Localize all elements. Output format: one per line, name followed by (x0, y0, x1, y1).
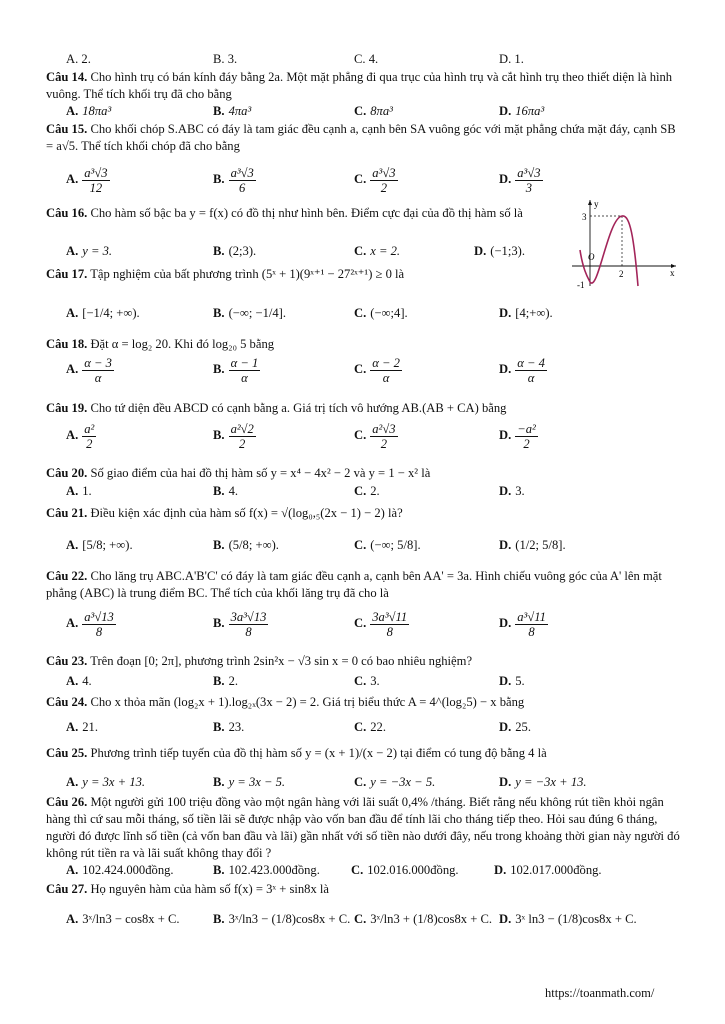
q15-opt-a: A. $\frac{\text{a³√3}}{12}$ (66, 166, 108, 195)
q20-opt-b: B. 4. (213, 484, 239, 498)
q18-opt-a: A. $\frac{\alpha - 3}{\alpha}$ (66, 356, 112, 385)
q14-opt-c: C. 8πa³ (354, 104, 393, 118)
q27-opt-a: A. 3ˣ/ln3 − cos8x + C. (66, 912, 180, 926)
q15-opt-b: B. $\frac{\text{a³√3}}{6}$ (213, 166, 254, 195)
q18-options (46, 356, 686, 392)
q19-opt-b: B. $\frac{\text{a²√2}}{2}$ (213, 422, 254, 451)
q24-opt-c: C. 22. (354, 720, 386, 734)
question-20: Câu 20. Số giao điểm của hai đồ thị hàm số y = x⁴ − 4x² − 2 và y = 1 − x² là (46, 466, 431, 480)
question-15: Câu 15. Cho khối chóp S.ABC có đáy là tam giác đều cạnh a, cạnh bên SA vuông góc với mặt phẳng chứa mặt đáy, cạnh SB = a√5. Thể tích khối chóp đã cho bằng (46, 122, 676, 153)
q14-opt-b: B. 4πa³ (213, 104, 252, 118)
q17-opt-b: B. (−∞; −1/4]. (213, 306, 287, 320)
question-14 (46, 69, 682, 103)
tick-2: 2 (619, 269, 624, 279)
q24-opt-d: D. 25. (499, 720, 531, 734)
q22-options (46, 610, 686, 646)
q19-opt-a: A. $\frac{\text{a²}}{2}$ (66, 422, 95, 451)
q16-opt-a: A. y = 3. (66, 244, 113, 258)
question-text: Họ nguyên hàm của hàm số f(x) = 3ˣ + sin8x là (90, 882, 329, 896)
q26-opt-a: A. 102.424.000đồng. (66, 863, 174, 877)
q13-options (46, 52, 686, 70)
question-22: Câu 22. Cho lăng trụ ABC.A'B'C' có đáy là tam giác đều cạnh a, cạnh bên AA' = 3a. Hình chiếu vuông góc của A' lên mặt phẳng (ABC) là trung điểm BC. Thể tích của khối lăng trụ đã cho là (46, 569, 662, 600)
question-21: Câu 21. Điều kiện xác định của hàm số f(x) = √(log₀,₅(2x − 1) − 2) là? (46, 506, 403, 520)
question-27: Câu 27. Họ nguyên hàm của hàm số f(x) = 3ˣ + sin8x là (46, 882, 329, 896)
x-label: x (670, 268, 675, 278)
q25-opt-c: C. y = −3x − 5. (354, 775, 436, 789)
q13-opt-d: D. 1. (499, 52, 524, 66)
curve (580, 216, 638, 286)
q27-opt-d: D. 3ˣ ln3 − (1/8)cos8x + C. (499, 912, 637, 926)
question-26: Câu 26. Một người gửi 100 triệu đồng vào một ngân hàng với lãi suất 0,4% /tháng. Biết rằng nếu không rút tiền khỏi ngân hàng thì cứ sau mỗi tháng, số tiền lãi sẽ được nhập vào vốn ban đầu để tính lãi cho tháng tiếp theo. Hỏi sau đúng 6 tháng, người đó được lĩnh số tiền (cả vốn ban đầu và lãi) gần nhất với số tiền nào dưới đây, nếu trong khoảng thời gian này người đó không rút tiền ra và lãi suất không thay đổi ? (46, 795, 680, 860)
question-text: Phương trình tiếp tuyến của đồ thị hàm số y = (x + 1)/(x − 2) tại điểm có tung độ bằng 4 là (90, 746, 547, 760)
q27-opt-c: C. 3ˣ/ln3 + (1/8)cos8x + C. (354, 912, 492, 926)
q26-options (46, 863, 686, 881)
q22-opt-c: C. $\frac{\text{3a³√11}}{8}$ (354, 610, 408, 639)
q26-opt-b: B. 102.423.000đồng. (213, 863, 320, 877)
q15-options (46, 164, 686, 200)
question-text: Số giao điểm của hai đồ thị hàm số y = x⁴ − 4x² − 2 và y = 1 − x² là (90, 466, 431, 480)
question-text: Cho khối chóp S.ABC có đáy là tam giác đều cạnh a, cạnh bên SA vuông góc với mặt phẳng chứa mặt đáy, cạnh SB = a√5. Thể tích khối chóp đã cho bằng (46, 122, 676, 153)
q16-opt-c: C. x = 2. (354, 244, 401, 258)
q24-options (46, 720, 686, 738)
question-17: Câu 17. Tập nghiệm của bất phương trình (5ˣ + 1)(9ˣ⁺¹ − 27²ˣ⁺¹) ≥ 0 là (46, 267, 405, 281)
q17-options (46, 306, 686, 324)
q13-opt-b: B. 3. (213, 52, 238, 66)
q20-options (46, 484, 686, 502)
q18-opt-c: C. $\frac{\alpha - 2}{\alpha}$ (354, 356, 400, 385)
origin-label: O (588, 252, 595, 262)
q14-opt-a: A. 18πa³ (66, 104, 112, 118)
question-text: Cho x thỏa mãn (log₂x + 1).log₂ₓ(3x − 2) = 2. Giá trị biểu thức A = 4^(log₂5) − x bằng (90, 695, 525, 709)
question-text: Cho hàm số bậc ba y = f(x) có đồ thị như hình bên. Điểm cực đại của đồ thị hàm số là (90, 206, 523, 220)
question-number: Câu 14. (46, 70, 88, 84)
question-16: Câu 16. Cho hàm số bậc ba y = f(x) có đồ thị như hình bên. Điểm cực đại của đồ thị hàm số là (46, 206, 523, 220)
q23-opt-b: B. 2. (213, 674, 239, 688)
q24-opt-b: B. 23. (213, 720, 245, 734)
question-text: Cho tứ diện đều ABCD có cạnh bằng a. Giá trị tích vô hướng AB.(AB + CA) bằng (90, 401, 507, 415)
question-text: Cho lăng trụ ABC.A'B'C' có đáy là tam giác đều cạnh a, cạnh bên AA' = 3a. Hình chiếu vuông góc của A' lên mặt phẳng (ABC) là trung điểm BC. Thể tích của khối lăng trụ đã cho là (46, 569, 662, 600)
q22-opt-b: B. $\frac{\text{3a³√13}}{8}$ (213, 610, 267, 639)
question-text: Một người gửi 100 triệu đồng vào một ngân hàng với lãi suất 0,4% /tháng. Biết rằng nếu không rút tiền khỏi ngân hàng thì cứ sau mỗi tháng, số tiền lãi sẽ được nhập vào vốn ban đầu để tính lãi cho tháng tiếp theo. Hỏi sau đúng 6 tháng, người đó được lĩnh số tiền (cả vốn ban đầu và lãi) gần nhất với số tiền nào dưới đây, nếu trong khoảng thời gian này người đó không rút tiền ra và lãi suất không thay đổi ? (46, 795, 680, 860)
q21-opt-b: B. (5/8; +∞). (213, 538, 279, 552)
q18-opt-b: B. $\frac{\alpha - 1}{\alpha}$ (213, 356, 259, 385)
q23-opt-c: C. 3. (354, 674, 380, 688)
q22-opt-d: D. $\frac{\text{a³√11}}{8}$ (499, 610, 546, 639)
q19-options (46, 422, 686, 458)
q23-opt-a: A. 4. (66, 674, 92, 688)
question-25: Câu 25. Phương trình tiếp tuyến của đồ thị hàm số y = (x + 1)/(x − 2) tại điểm có tung độ bằng 4 là (46, 746, 547, 760)
q13-opt-c: C. 4. (354, 52, 379, 66)
q17-opt-d: D. [4;+∞). (499, 306, 553, 320)
question-text: Điều kiện xác định của hàm số f(x) = √(log₀,₅(2x − 1) − 2) là? (90, 506, 403, 520)
q25-opt-a: A. y = 3x + 13. (66, 775, 146, 789)
cubic-function-graph (568, 198, 680, 288)
question-text: Trên đoạn [0; 2π], phương trình 2sin²x − √3 sin x = 0 có bao nhiêu nghiệm? (90, 654, 473, 668)
q18-opt-d: D. $\frac{\alpha - 4}{\alpha}$ (499, 356, 545, 385)
q25-options (46, 775, 686, 793)
q20-opt-c: C. 2. (354, 484, 380, 498)
q15-opt-c: C. $\frac{\text{a³√3}}{2}$ (354, 166, 396, 195)
question-text: Tập nghiệm của bất phương trình (5ˣ + 1)(9ˣ⁺¹ − 27²ˣ⁺¹) ≥ 0 là (90, 267, 405, 281)
question-text: Đặt α = log₂ 20. Khi đó log₂₀ 5 bằng (90, 337, 275, 351)
tick-neg1: -1 (577, 280, 585, 288)
tick-3: 3 (582, 212, 587, 222)
q27-options (46, 912, 686, 930)
q21-opt-c: C. (−∞; 5/8]. (354, 538, 421, 552)
q22-opt-a: A. $\frac{\text{a³√13}}{8}$ (66, 610, 114, 639)
q23-opt-d: D. 5. (499, 674, 525, 688)
q26-opt-d: D. 102.017.000đồng. (494, 863, 602, 877)
q14-options (46, 104, 686, 122)
q13-opt-a: A. 2. (66, 52, 91, 66)
question-text: Cho hình trụ có bán kính đáy bằng 2a. Một mặt phẳng đi qua trục của hình trụ và cắt hình trụ theo thiết diện là hình vuông. Thể tích khối trụ đã cho bằng (46, 70, 673, 101)
question-19: Câu 19. Cho tứ diện đều ABCD có cạnh bằng a. Giá trị tích vô hướng AB.(AB + CA) bằng (46, 401, 507, 415)
question-18: Câu 18. Đặt α = log₂ 20. Khi đó log₂₀ 5 bằng (46, 337, 275, 351)
q16-options (46, 244, 566, 262)
q15-opt-d: D. $\frac{\text{a³√3}}{3}$ (499, 166, 541, 195)
q17-opt-a: A. [−1/4; +∞). (66, 306, 140, 320)
q27-opt-b: B. 3ˣ/ln3 − (1/8)cos8x + C. (213, 912, 351, 926)
q20-opt-a: A. 1. (66, 484, 92, 498)
q21-opt-a: A. [5/8; +∞). (66, 538, 133, 552)
question-23: Câu 23. Trên đoạn [0; 2π], phương trình 2sin²x − √3 sin x = 0 có bao nhiêu nghiệm? (46, 654, 473, 668)
q14-opt-d: D. 16πa³ (499, 104, 545, 118)
y-label: y (594, 199, 599, 209)
q19-opt-c: C. $\frac{\text{a²√3}}{2}$ (354, 422, 396, 451)
q25-opt-d: D. y = −3x + 13. (499, 775, 587, 789)
q21-options (46, 538, 686, 556)
y-axis-arrow (588, 200, 592, 205)
q17-opt-c: C. (−∞;4]. (354, 306, 408, 320)
question-24: Câu 24. Cho x thỏa mãn (log₂x + 1).log₂ₓ(3x − 2) = 2. Giá trị biểu thức A = 4^(log₂5) − x bằng (46, 695, 525, 709)
footer-link[interactable]: https://toanmath.com/ (545, 986, 655, 1000)
q25-opt-b: B. y = 3x − 5. (213, 775, 286, 789)
q24-opt-a: A. 21. (66, 720, 98, 734)
q26-opt-c: C. 102.016.000đồng. (351, 863, 459, 877)
q21-opt-d: D. (1/2; 5/8]. (499, 538, 566, 552)
q19-opt-d: D. $\frac{\text{−a²}}{2}$ (499, 422, 536, 451)
q23-options (46, 674, 686, 692)
q16-opt-b: B. (2;3). (213, 244, 257, 258)
q16-opt-d: D. (−1;3). (474, 244, 525, 258)
q20-opt-d: D. 3. (499, 484, 525, 498)
